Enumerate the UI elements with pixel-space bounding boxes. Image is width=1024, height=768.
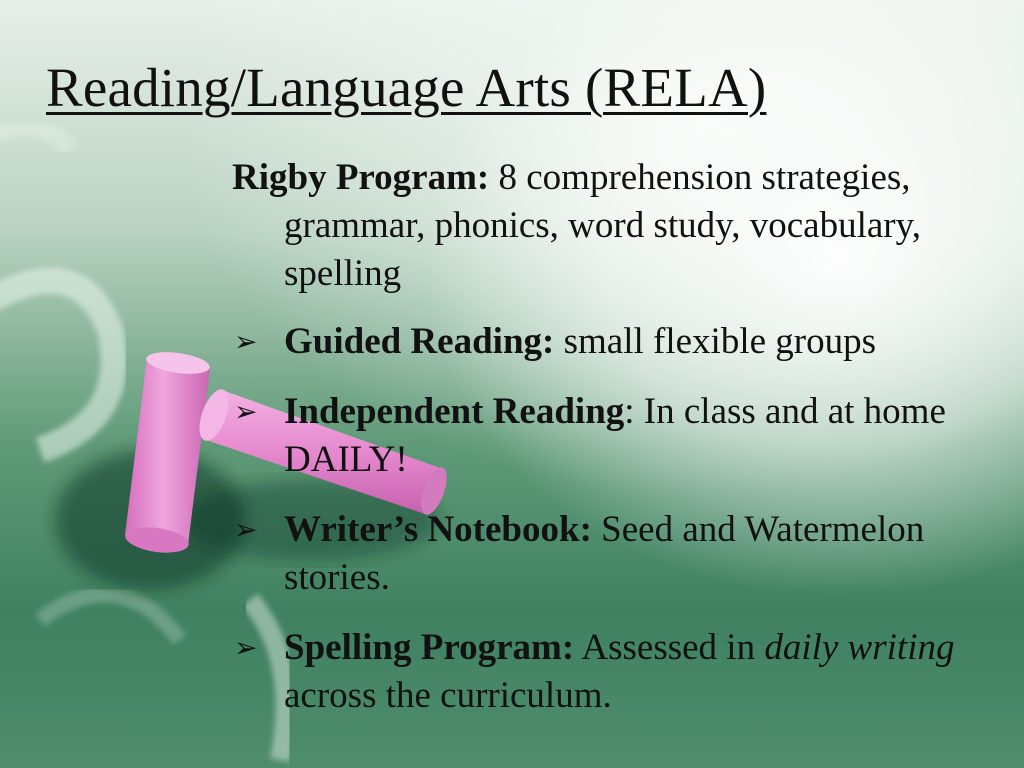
intro-label: Rigby Program: [232, 157, 490, 198]
arrow-bullet-icon: ➢ [234, 631, 258, 664]
list-item [232, 388, 1002, 484]
bullet-label: Guided Reading: [284, 321, 555, 362]
arrow-bullet-icon: ➢ [234, 513, 258, 546]
bullet-italic-text: daily writing [764, 627, 955, 668]
slide-title: Reading/Language Arts (RELA) [46, 57, 767, 118]
bullet-text: Seed and Watermelon stories. [284, 509, 925, 598]
arrow-bullet-icon: ➢ [234, 395, 258, 428]
list-item [232, 624, 1002, 720]
bullet-text: : In class and at home DAILY! [284, 391, 946, 480]
list-item [232, 318, 1002, 366]
slide-content [232, 154, 1002, 742]
intro-text: 8 comprehension strategies, grammar, phonics, word study, vocabulary, spelling [284, 157, 921, 294]
intro-paragraph [232, 154, 1002, 298]
arrow-bullet-icon: ➢ [234, 325, 258, 358]
list-item [232, 506, 1002, 602]
bullet-list [232, 318, 1002, 720]
bullet-text-after: across the curriculum. [284, 675, 612, 716]
bullet-text: small flexible groups [554, 321, 877, 362]
bullet-label: Writer’s Notebook: [284, 509, 592, 550]
bullet-label: Independent Reading [284, 391, 625, 432]
bullet-text-before: Assessed in [574, 627, 765, 668]
bullet-label: Spelling Program: [284, 627, 575, 668]
